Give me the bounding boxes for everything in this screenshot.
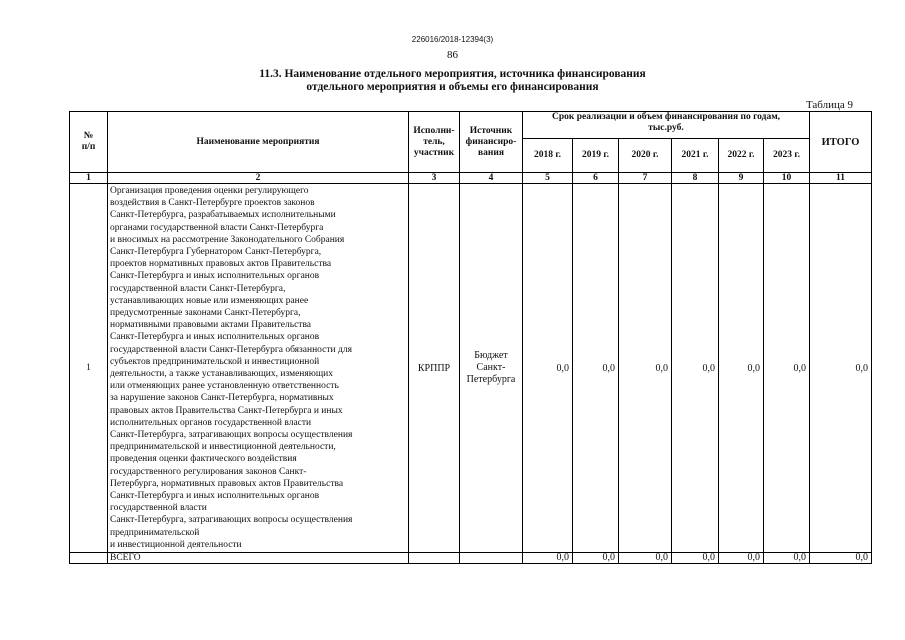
column-number: 6 bbox=[573, 173, 619, 184]
row-num: 1 bbox=[70, 184, 108, 553]
total-executor-empty bbox=[409, 553, 460, 564]
total-value-2023: 0,0 bbox=[764, 553, 810, 564]
header-year-2022: 2022 г. bbox=[719, 139, 764, 173]
total-row bbox=[70, 553, 872, 564]
header-year-2018: 2018 г. bbox=[523, 139, 573, 173]
column-number: 3 bbox=[409, 173, 460, 184]
total-label: ВСЕГО bbox=[108, 553, 409, 564]
total-grand: 0,0 bbox=[810, 553, 872, 564]
row-value-2019: 0,0 bbox=[573, 184, 619, 553]
column-number: 8 bbox=[672, 173, 719, 184]
row-description: Организация проведения оценки регулирующего воздействия в Санкт-Петербурге проектов законов Санкт-Петербурга, разрабатываемых исполнительными органами государственной власти Санкт-Петербурга и вносимых на рассмотрение Законодательного Собрания Санкт-Петербурга Губернатором Санкт-Петербурга, проектов нормативных правовых актов Правительства Санкт-Петербурга и иных исполнительных органов государственной власти Санкт-Петербурга, устанавливающих новые или изменяющих ранее предусмотренные законами Санкт-Петербурга, нормативными правовыми актами Правительства Санкт-Петербурга и иных исполнительных органов государственной власти Санкт-Петербурга обязанности для субъектов предпринимательской и инвестиционной деятельности, а также устанавливающих, изменяющих или отменяющих ранее установленную ответственность за нарушение законов Санкт-Петербурга, нормативных правовых актов Правительства Санкт-Петербурга и иных исполнительных органов государственной власти Санкт-Петербурга, затрагивающих вопросы осуществления предпринимательской и инвестиционной деятельности, проведения оценки фактического воздействия государственного регулирования законов Санкт- Петербурга, нормативных правовых актов Правительства Санкт-Петербурга и иных исполнительных органов государственной власти Санкт-Петербурга, затрагивающих вопросы осуществления предпринимательской и инвестиционной деятельности bbox=[108, 184, 409, 553]
column-number: 11 bbox=[810, 173, 872, 184]
total-value-2019: 0,0 bbox=[573, 553, 619, 564]
row-source: Бюджет Санкт- Петербурга bbox=[460, 184, 523, 553]
row-value-2021: 0,0 bbox=[672, 184, 719, 553]
table-label: Таблица 9 bbox=[805, 99, 853, 111]
page-number: 86 bbox=[447, 49, 458, 61]
column-number: 7 bbox=[619, 173, 672, 184]
total-value-2020: 0,0 bbox=[619, 553, 672, 564]
header-name: Наименование мероприятия bbox=[108, 112, 409, 173]
total-num-empty bbox=[70, 553, 108, 564]
column-number: 4 bbox=[460, 173, 523, 184]
header-num: № п/п bbox=[70, 112, 108, 173]
financing-table bbox=[69, 111, 872, 564]
header-executor: Исполни- тель, участник bbox=[409, 112, 460, 173]
header-source: Источник финансиро- вания bbox=[460, 112, 523, 173]
section-heading-line-2: отдельного мероприятия и объемы его финансирования bbox=[306, 81, 599, 93]
column-number: 1 bbox=[70, 173, 108, 184]
row-value-2023: 0,0 bbox=[764, 184, 810, 553]
header-year-2023: 2023 г. bbox=[764, 139, 810, 173]
row-value-2020: 0,0 bbox=[619, 184, 672, 553]
header-row-1 bbox=[70, 112, 872, 139]
total-value-2018: 0,0 bbox=[523, 553, 573, 564]
row-value-2018: 0,0 bbox=[523, 184, 573, 553]
row-value-2022: 0,0 bbox=[719, 184, 764, 553]
header-total: ИТОГО bbox=[810, 112, 872, 173]
table-row bbox=[70, 184, 872, 553]
row-executor: КРППР bbox=[409, 184, 460, 553]
column-number: 9 bbox=[719, 173, 764, 184]
section-heading-line-1: 11.3. Наименование отдельного мероприятия, источника финансирования bbox=[259, 68, 646, 80]
total-value-2021: 0,0 bbox=[672, 553, 719, 564]
header-period-group: Срок реализации и объем финансирования по годам, тыс.руб. bbox=[523, 112, 810, 139]
column-number: 10 bbox=[764, 173, 810, 184]
total-value-2022: 0,0 bbox=[719, 553, 764, 564]
column-number: 2 bbox=[108, 173, 409, 184]
header-year-2019: 2019 г. bbox=[573, 139, 619, 173]
header-year-2021: 2021 г. bbox=[672, 139, 719, 173]
header-year-2020: 2020 г. bbox=[619, 139, 672, 173]
column-number: 5 bbox=[523, 173, 573, 184]
total-source-empty bbox=[460, 553, 523, 564]
row-total: 0,0 bbox=[810, 184, 872, 553]
column-numbers-row bbox=[70, 173, 872, 184]
document-id: 226016/2018-12394(3) bbox=[411, 35, 494, 44]
